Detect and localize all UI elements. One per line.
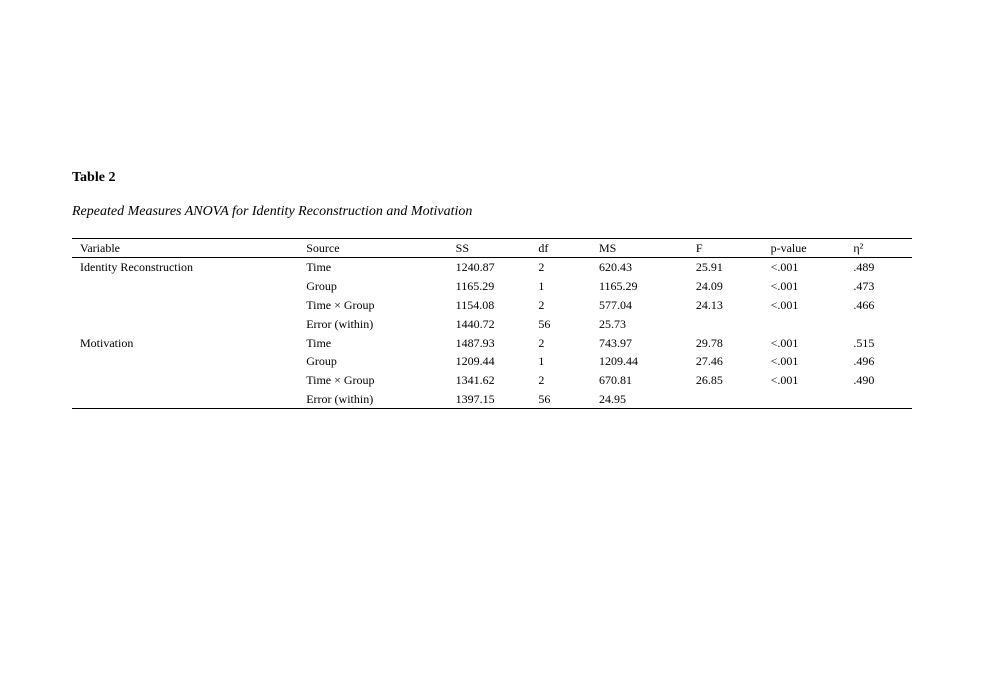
- cell-ms: 1209.44: [598, 354, 638, 369]
- cell-variable: [72, 352, 306, 371]
- header-ms: MS: [598, 241, 617, 255]
- cell-df: 2: [538, 297, 545, 312]
- cell-p-value: [771, 314, 854, 333]
- cell-f: 24.13: [695, 297, 723, 312]
- cell-ss: 1440.72: [455, 316, 495, 331]
- cell-ss: 1154.08: [455, 297, 495, 312]
- table-row: [72, 277, 912, 296]
- cell-ss: 1209.44: [455, 354, 495, 369]
- table-row: [72, 333, 912, 352]
- header-f: F: [695, 241, 703, 255]
- cell-variable: [72, 371, 306, 390]
- cell-source: Group: [306, 279, 337, 294]
- cell-source: Time × Group: [306, 297, 375, 312]
- cell-p-value: <.001: [770, 354, 799, 369]
- cell-ms: 25.73: [598, 316, 626, 331]
- cell-df: 1: [538, 279, 545, 294]
- header-eta-squared: η²: [853, 241, 864, 255]
- cell-ms: 1165.29: [598, 279, 638, 294]
- cell-eta-squared: [853, 314, 912, 333]
- cell-f: [696, 314, 771, 333]
- cell-eta-squared: .515: [853, 335, 875, 350]
- cell-source: Error (within): [306, 391, 374, 406]
- cell-f: 24.09: [695, 279, 723, 294]
- cell-df: 2: [538, 260, 545, 275]
- header-source: Source: [306, 241, 340, 255]
- cell-df: 56: [538, 391, 551, 406]
- cell-p-value: <.001: [770, 335, 799, 350]
- cell-ms: 577.04: [598, 297, 632, 312]
- cell-source: Time: [306, 335, 332, 350]
- table-row: [72, 390, 912, 409]
- header-p-value: p-value: [770, 241, 807, 255]
- cell-p-value: <.001: [770, 279, 799, 294]
- cell-f: 29.78: [695, 335, 723, 350]
- table-row: [72, 314, 912, 333]
- cell-eta-squared: .490: [853, 373, 875, 388]
- cell-variable: [72, 277, 306, 296]
- table-label: Table 2: [72, 170, 116, 185]
- cell-eta-squared: .473: [853, 279, 875, 294]
- cell-ss: 1341.62: [455, 373, 495, 388]
- cell-p-value: [771, 390, 854, 409]
- cell-eta-squared: .496: [853, 354, 875, 369]
- cell-df: 2: [538, 335, 545, 350]
- cell-f: [696, 390, 771, 409]
- cell-ms: 24.95: [598, 391, 626, 406]
- cell-p-value: <.001: [770, 297, 799, 312]
- cell-ms: 670.81: [598, 373, 632, 388]
- table-caption: Repeated Measures ANOVA for Identity Reconstruction and Motivation: [72, 204, 473, 219]
- anova-table: [72, 238, 912, 409]
- cell-ss: 1240.87: [455, 260, 495, 275]
- table-header-row: [72, 239, 912, 258]
- cell-source: Time: [306, 260, 332, 275]
- cell-p-value: <.001: [770, 260, 799, 275]
- cell-eta-squared: .466: [853, 297, 875, 312]
- cell-f: 25.91: [695, 260, 723, 275]
- cell-p-value: <.001: [770, 373, 799, 388]
- cell-ss: 1397.15: [455, 391, 495, 406]
- header-variable: Variable: [80, 241, 120, 255]
- table-row: [72, 258, 912, 277]
- table-row: [72, 296, 912, 315]
- cell-variable: [72, 296, 306, 315]
- header-ss: SS: [455, 241, 469, 255]
- cell-source: Group: [306, 354, 337, 369]
- cell-eta-squared: [853, 390, 912, 409]
- cell-variable: Identity Reconstruction: [80, 260, 193, 275]
- cell-df: 56: [538, 316, 551, 331]
- cell-variable: [72, 390, 306, 409]
- cell-ms: 743.97: [598, 335, 632, 350]
- cell-ss: 1487.93: [455, 335, 495, 350]
- cell-variable: [72, 314, 306, 333]
- cell-f: 26.85: [695, 373, 723, 388]
- cell-eta-squared: .489: [853, 260, 875, 275]
- cell-source: Time × Group: [306, 373, 375, 388]
- cell-f: 27.46: [695, 354, 723, 369]
- cell-variable: Motivation: [80, 335, 134, 350]
- table-row: [72, 371, 912, 390]
- cell-df: 1: [538, 354, 545, 369]
- table-row: [72, 352, 912, 371]
- cell-source: Error (within): [306, 316, 374, 331]
- cell-ms: 620.43: [598, 260, 632, 275]
- cell-ss: 1165.29: [455, 279, 495, 294]
- header-df: df: [538, 241, 549, 255]
- cell-df: 2: [538, 373, 545, 388]
